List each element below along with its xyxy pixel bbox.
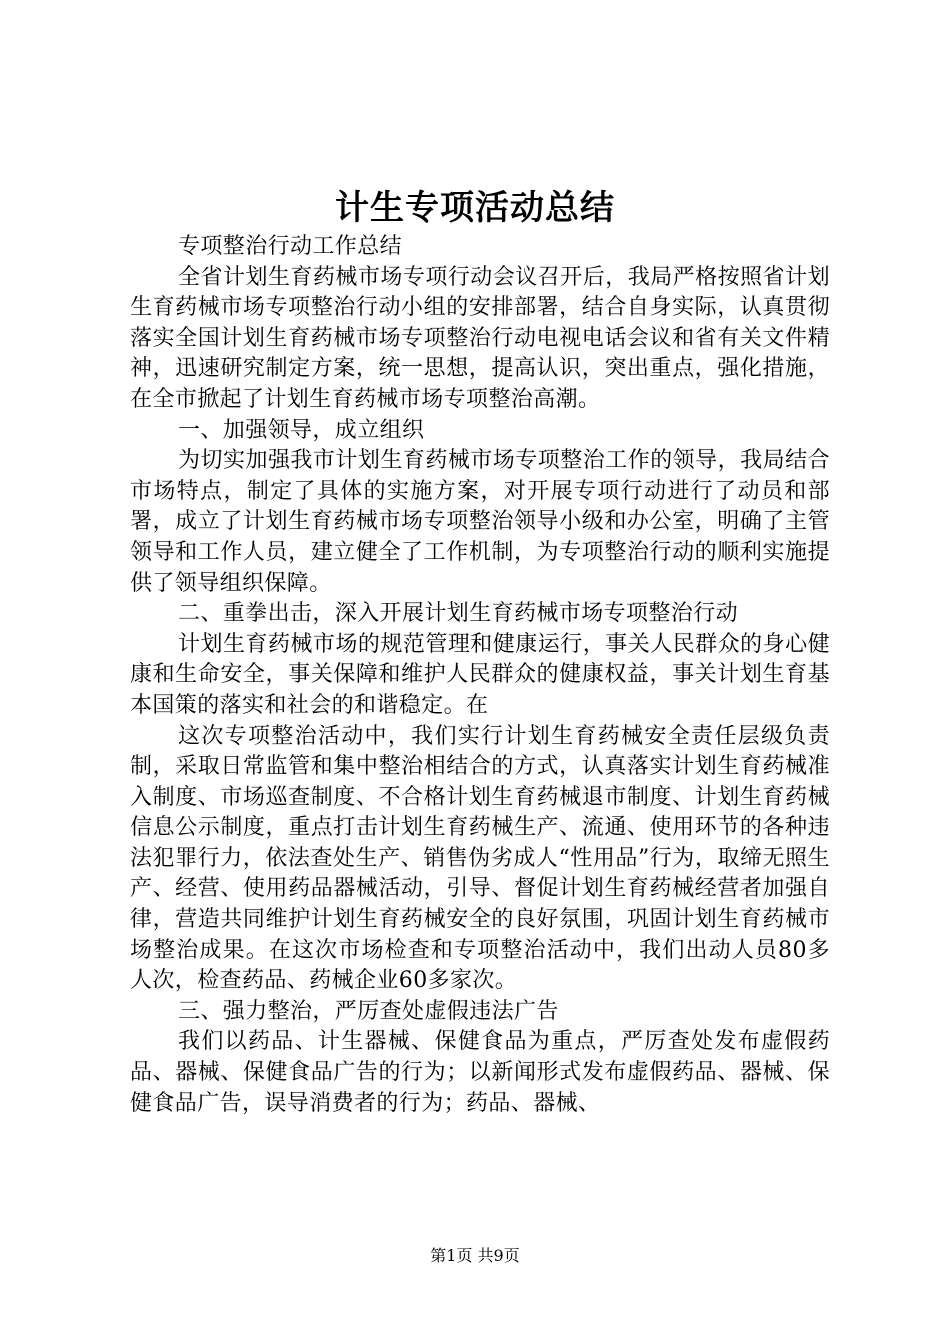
paragraph-section-3: 我们以药品、计生器械、保健食品为重点，严厉查处发布虚假药品、器械、保健食品广告的行为；以新闻形式发布虚假药品、器械、保健食品广告，误导消费者的行为；药品、器械、	[130, 1029, 830, 1116]
document-title: 计生专项活动总结	[335, 188, 615, 228]
document-body	[130, 232, 830, 1119]
section-heading-2: 二、重拳出击，深入开展计划生育药械市场专项整治行动	[178, 601, 739, 627]
paragraph-intro: 全省计划生育药械市场专项行动会议召开后，我局严格按照省计划生育药械市场专项整治行动小组的安排部署，结合自身实际，认真贯彻落实全国计划生育药械市场专项整治行动电视电话会议和省有关文件精神，迅速研究制定方案，统一思想，提高认识，突出重点，强化措施，在全市掀起了计划生育药械市场专项整治高潮。	[130, 264, 830, 412]
paragraph-section-1: 为切实加强我市计划生育药械市场专项整治工作的领导，我局结合市场特点，制定了具体的实施方案，对开展专项行动进行了动员和部署，成立了计划生育药械市场专项整治领导小级和办公室，明确了主管领导和工作人员，建立健全了工作机制，为专项整治行动的顺利实施提供了领导组织保障。	[130, 448, 830, 596]
section-heading-1: 一、加强领导，成立组织	[178, 417, 425, 443]
paragraph-section-2a: 计划生育药械市场的规范管理和健康运行，事关人民群众的身心健康和生命安全，事关保障和维护人民群众的健康权益，事关计划生育基本国策的落实和社会的和谐稳定。在	[130, 631, 830, 718]
paragraph-subtitle: 专项整治行动工作总结	[178, 234, 403, 259]
page-number-footer: 第1页 共9页	[430, 1246, 520, 1265]
section-heading-3: 三、强力整治，严厉查处虚假违法广告	[178, 998, 559, 1024]
paragraph-section-2b: 这次专项整治活动中，我们实行计划生育药械安全责任层级负责制，采取日常监管和集中整治相结合的方式，认真落实计划生育药械准入制度、市场巡查制度、不合格计划生育药械退市制度、计划生育药械信息公示制度，重点打击计划生育药械生产、流通、使用环节的各种违法犯罪行力，依法查处生产、销售伪劣成人“性用品”行为，取缔无照生产、经营、使用药品器械活动，引导、督促计划生育药械经营者加强自律，营造共同维护计划生育药械安全的良好氛围，巩固计划生育药械市场整治成果。在这次市场检查和专项整治活动中，我们出动人员80多人次，检查药品、药械企业60多家次。	[130, 723, 830, 994]
